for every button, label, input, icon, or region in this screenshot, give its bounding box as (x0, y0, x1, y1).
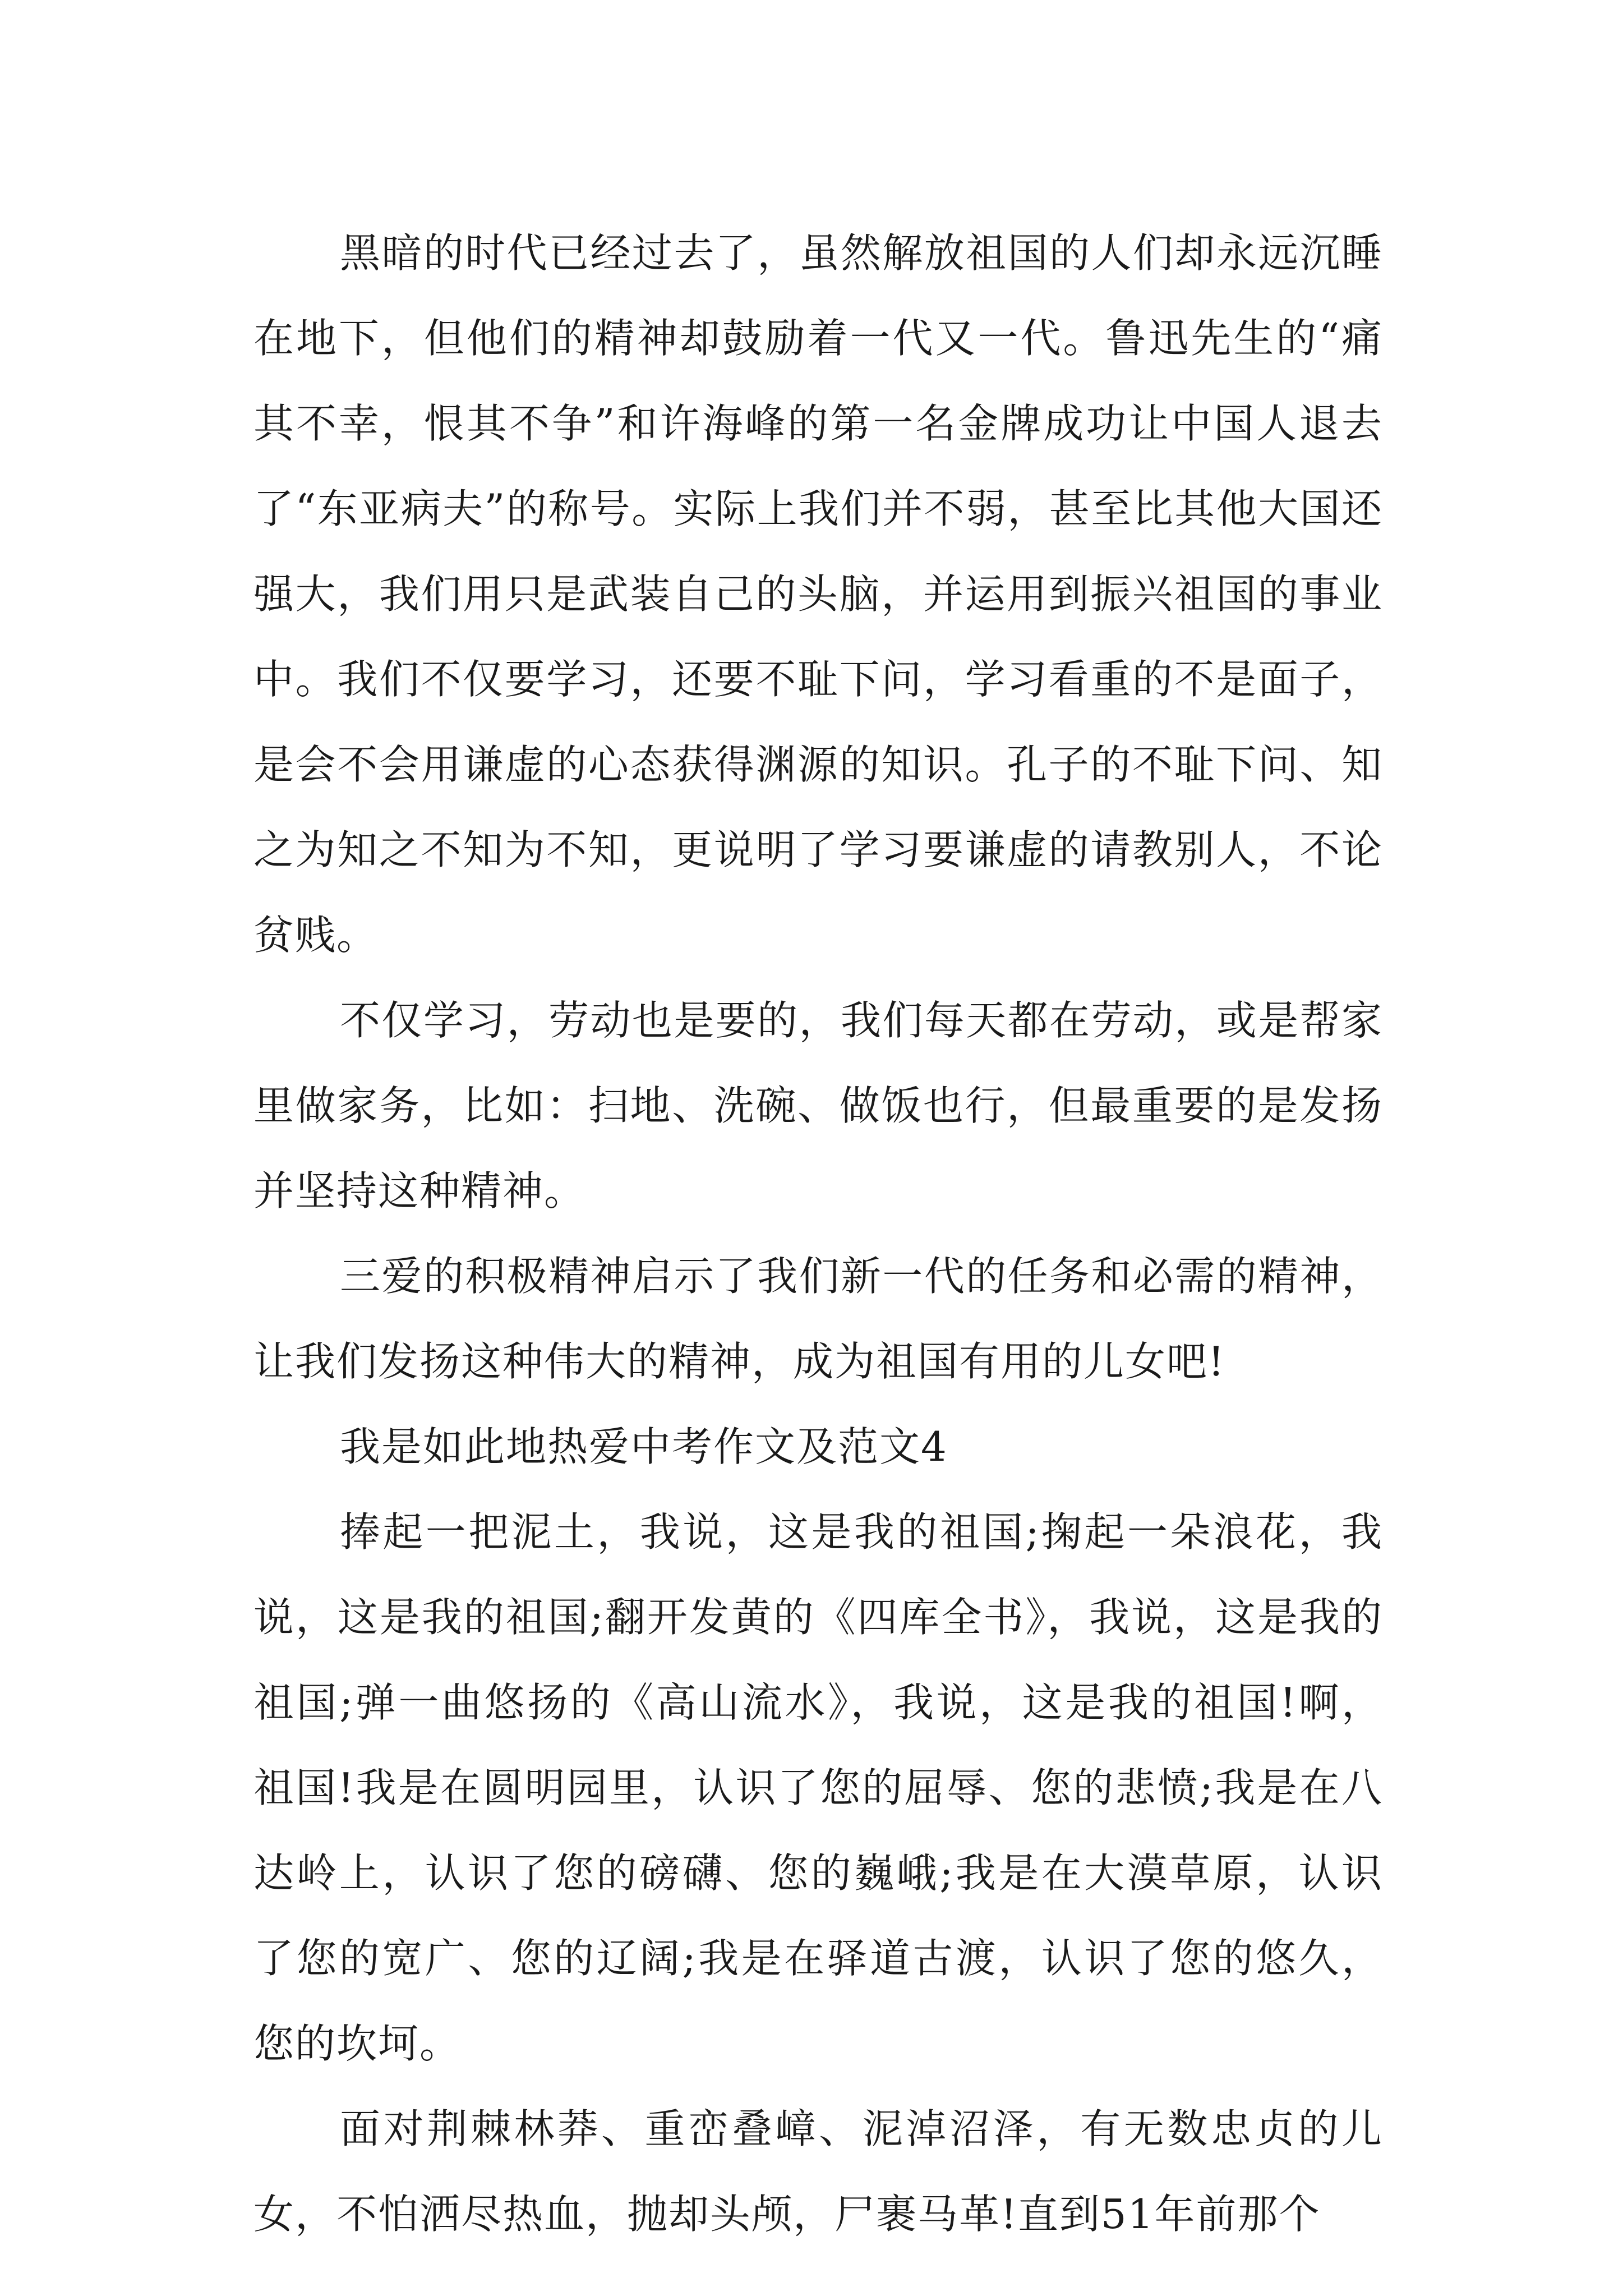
section-heading: 我是如此地热爱中考作文及范文4 (340, 1423, 948, 1470)
document-body (253, 210, 1383, 2257)
paragraph: 面对荆棘林莽、重峦叠嶂、泥淖沼泽，有无数忠贞的儿女，不怕洒尽热血，抛却头颅，尸裹马革!直到51年前那个 (253, 2105, 1383, 2238)
paragraph: 捧起一把泥土，我说，这是我的祖国;掬起一朵浪花，我说，这是我的祖国;翻开发黄的《四库全书》，我说，这是我的祖国;弹一曲悠扬的《高山流水》，我说，这是我的祖国!啊，祖国!我是在圆明园里，认识了您的屈辱、您的悲愤;我是在八达岭上，认识了您的磅礴、您的巍峨;我是在大漠草原，认识了您的宽广、您的辽阔;我是在驿道古渡，认识了您的悠久，您的坎坷。 (253, 1508, 1383, 2067)
paragraph: 三爱的积极精神启示了我们新一代的任务和必需的精神，让我们发扬这种伟大的精神，成为祖国有用的儿女吧! (253, 1253, 1383, 1385)
paragraph: 不仅学习，劳动也是要的，我们每天都在劳动，或是帮家里做家务，比如：扫地、洗碗、做饭也行，但最重要的是发扬并坚持这种精神。 (253, 997, 1383, 1214)
paragraph: 黑暗的时代已经过去了，虽然解放祖国的人们却永远沉睡在地下，但他们的精神却鼓励着一代又一代。鲁迅先生的“痛其不幸，恨其不争”和许海峰的第一名金牌成功让中国人退去了“东亚病夫”的称号。实际上我们并不弱，甚至比其他大国还强大，我们用只是武装自己的头脑，并运用到振兴祖国的事业中。我们不仅要学习，还要不耻下问，学习看重的不是面子，是会不会用谦虚的心态获得渊源的知识。孔子的不耻下问、知之为知之不知为不知，更说明了学习要谦虚的请教别人，不论贫贱。 (253, 229, 1383, 959)
